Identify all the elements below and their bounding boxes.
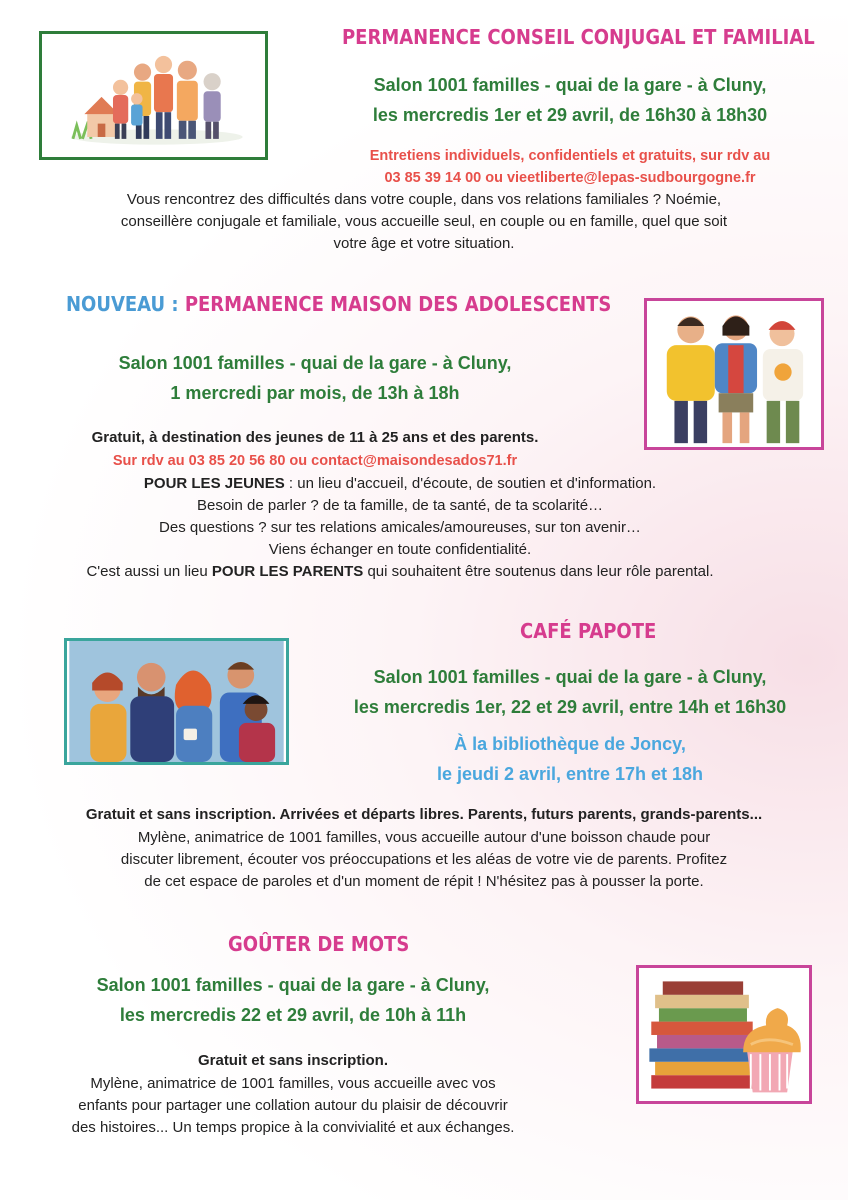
section-4-location xyxy=(8,970,578,1030)
section-2-body-line-5-a: C'est aussi un lieu xyxy=(86,563,212,580)
coffee-group-illustration xyxy=(64,638,289,765)
books-cupcake-icon xyxy=(639,968,809,1101)
section-2-location-line-1: Salon 1001 familles - quai de la gare - à Cluny, xyxy=(118,353,512,373)
books-cupcake-illustration xyxy=(636,965,812,1104)
section-3-location xyxy=(292,662,848,722)
section-2-body-line-1-text: : un lieu d'accueil, d'écoute, de soutien et d'information. xyxy=(284,475,657,492)
section-2-body-line-3: Des questions ? sur tes relations amicales/amoureuses, sur ton avenir… xyxy=(159,519,641,536)
section-4-location-line-2: les mercredis 22 et 29 avril, de 10h à 11h xyxy=(119,1005,467,1025)
section-3-body-line-3: de cet espace de paroles et d'un moment de répit ! N'hésitez pas à pousser la porte. xyxy=(144,873,704,890)
section-3-body-line-2: discuter librement, écouter vos préoccupations et les aléas de votre vie de parents. Profitez xyxy=(120,851,728,868)
section-1-body-line-3: votre âge et votre situation. xyxy=(333,235,515,252)
section-3-location-line-1: Salon 1001 familles - quai de la gare - à Cluny, xyxy=(373,667,767,687)
section-3-title: CAFÉ PAPOTE xyxy=(520,619,657,643)
family-illustration xyxy=(39,31,268,160)
teenagers-icon xyxy=(647,301,821,447)
section-2-description xyxy=(0,473,800,583)
section-2-for-parents: POUR LES PARENTS xyxy=(211,563,364,580)
section-2-location-line-2: 1 mercredi par mois, de 13h à 18h xyxy=(170,383,460,403)
section-4-free: Gratuit et sans inscription. xyxy=(197,1052,389,1069)
section-1-body-line-2: conseillère conjugale et familiale, vous accueille seul, en couple ou en famille, quel que soit xyxy=(120,213,728,230)
section-2-free: Gratuit, à destination des jeunes de 11 à 25 ans et des parents. xyxy=(91,429,539,446)
section-2-body-line-5-b: qui souhaitent être soutenus dans leur rôle parental. xyxy=(363,563,714,580)
section-3-joncy-line-2: le jeudi 2 avril, entre 17h et 18h xyxy=(436,764,704,784)
section-2-title-text: PERMANENCE MAISON DES ADOLESCENTS xyxy=(184,292,612,316)
section-1-info-line-1: Entretiens individuels, confidentiels et gratuits, sur rdv au xyxy=(369,148,771,164)
section-2-location xyxy=(30,348,600,408)
section-3-body-line-1: Mylène, animatrice de 1001 familles, vous accueille autour d'une boisson chaude pour xyxy=(137,829,711,846)
section-4-body-line-2: enfants pour partager une collation autour du plaisir de découvrir xyxy=(78,1097,508,1114)
section-2-title xyxy=(66,292,611,316)
section-4-location-line-1: Salon 1001 familles - quai de la gare - à Cluny, xyxy=(96,975,490,995)
section-3-joncy-line-1: À la bibliothèque de Joncy, xyxy=(454,734,686,754)
section-2-for-youth: POUR LES JEUNES xyxy=(143,475,285,492)
section-2-body-line-2: Besoin de parler ? de ta famille, de ta santé, de ta scolarité… xyxy=(196,497,604,514)
section-4-body-line-1: Mylène, animatrice de 1001 familles, vous accueille avec vos xyxy=(90,1075,496,1092)
section-2-body-line-5 xyxy=(0,561,800,583)
coffee-group-icon xyxy=(67,641,286,762)
section-1-info-line-2: 03 85 39 14 00 ou vieetliberte@lepas-sudbourgogne.fr xyxy=(384,170,756,186)
section-3-location-line-2: les mercredis 1er, 22 et 29 avril, entre 14h et 16h30 xyxy=(353,697,787,717)
family-icon xyxy=(42,34,265,157)
section-4-description xyxy=(8,1073,578,1139)
section-1-description xyxy=(0,189,848,255)
section-1-title: PERMANENCE CONSEIL CONJUGAL ET FAMILIAL xyxy=(342,25,815,49)
section-4-title: GOÛTER DE MOTS xyxy=(228,932,410,956)
teenagers-illustration xyxy=(644,298,824,450)
section-3-joncy xyxy=(292,729,848,789)
section-3-description xyxy=(0,827,848,893)
section-2-title-prefix: NOUVEAU : xyxy=(66,292,185,316)
section-2-body-line-4: Viens échanger en toute confidentialité. xyxy=(268,541,532,558)
section-1-info xyxy=(285,145,848,189)
section-4-body-line-3: des histoires... Un temps propice à la convivialité et aux échanges. xyxy=(71,1119,515,1136)
section-1-location xyxy=(285,70,848,130)
section-1-location-line-1: Salon 1001 familles - quai de la gare - à Cluny, xyxy=(373,75,767,95)
section-2-rdv: Sur rdv au 03 85 20 56 80 ou contact@maisondesados71.fr xyxy=(112,453,518,469)
section-2-body-line-1 xyxy=(0,473,800,495)
section-1-location-line-2: les mercredis 1er et 29 avril, de 16h30 à 18h30 xyxy=(372,105,768,125)
section-1-body-line-1: Vous rencontrez des difficultés dans votre couple, dans vos relations familiales ? Noémie, xyxy=(126,191,722,208)
section-3-free: Gratuit et sans inscription. Arrivées et départs libres. Parents, futurs parents, grands-parents... xyxy=(85,806,763,823)
